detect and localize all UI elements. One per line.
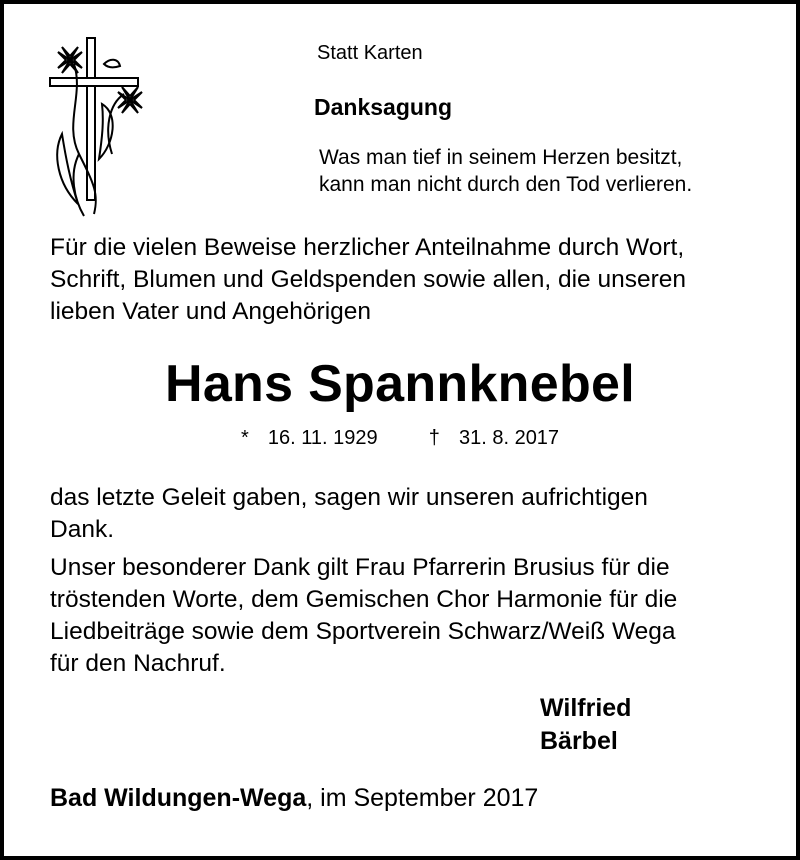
special-thanks-line: Liedbeiträge sowie dem Sportverein Schwarz/Weiß Wega: [50, 618, 676, 645]
closing-paragraph: [50, 482, 648, 546]
death-date: 31. 8. 2017: [458, 427, 560, 449]
intro-line: lieben Vater und Angehörigen: [50, 298, 372, 325]
place-and-date: [50, 784, 538, 813]
deceased-name: Hans Spannknebel: [164, 355, 636, 413]
statt-karten-label: Statt Karten: [317, 42, 423, 64]
birth-date: 16. 11. 1929: [267, 427, 378, 449]
closing-line: das letzte Geleit gaben, sagen wir unseren aufrichtigen: [50, 484, 648, 511]
quote-line: Was man tief in seinem Herzen besitzt,: [319, 146, 683, 169]
special-thanks-line: für den Nachruf.: [50, 650, 226, 677]
special-thanks-line: tröstenden Worte, dem Gemischen Chor Harmonie für die: [50, 586, 678, 613]
signatory: Wilfried: [540, 694, 632, 722]
intro-line: Schrift, Blumen und Geldspenden sowie allen, die unseren: [50, 266, 687, 293]
cross-with-lily-icon: [44, 34, 154, 224]
notice-title: Danksagung: [314, 94, 453, 120]
signatory: Bärbel: [540, 727, 618, 755]
place-name: Bad Wildungen-Wega: [50, 784, 307, 812]
quote-line: kann man nicht durch den Tod verlieren.: [319, 173, 693, 196]
special-thanks-paragraph: [50, 552, 677, 680]
date-text: , im September 2017: [306, 784, 539, 812]
intro-line: Für die vielen Beweise herzlicher Anteilnahme durch Wort,: [50, 234, 685, 261]
closing-line: Dank.: [50, 516, 115, 543]
intro-paragraph: [50, 232, 686, 328]
special-thanks-line: Unser besonderer Dank gilt Frau Pfarrerin Brusius für die: [50, 554, 670, 581]
death-symbol: †: [428, 427, 440, 449]
birth-symbol: *: [240, 427, 249, 449]
quote: [319, 144, 692, 198]
signatories: [540, 692, 631, 758]
life-dates: [4, 427, 796, 450]
